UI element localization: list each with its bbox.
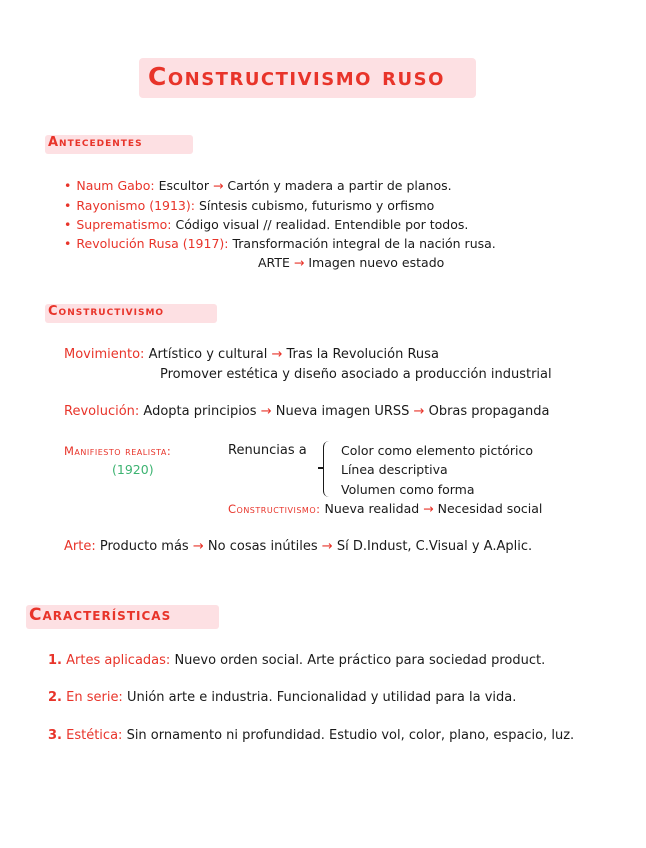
- item-text: Sí D.Indust, C.Visual y A.Aplic.: [336, 539, 533, 554]
- arrow-icon: →: [192, 539, 204, 554]
- item-label: Naum Gabo:: [76, 178, 155, 193]
- item-text: No cosas inútiles: [207, 539, 318, 554]
- arrow-icon: →: [413, 404, 425, 419]
- item-label: Constructivismo:: [228, 502, 321, 516]
- arte-line: [64, 539, 532, 554]
- section-heading-antecedentes: Antecedentes: [48, 135, 143, 150]
- item-label: Suprematismo:: [76, 217, 172, 232]
- list-item: Línea descriptiva: [341, 462, 448, 477]
- list-item: [64, 178, 452, 193]
- movimiento-line: [64, 347, 439, 362]
- item-text: Tras la Revolución Rusa: [286, 347, 439, 362]
- list-item: [48, 653, 545, 668]
- constructivismo-line: [228, 501, 542, 516]
- list-item: [64, 217, 468, 232]
- item-text: Cartón y madera a partir de planos.: [227, 178, 452, 193]
- item-text: Imagen nuevo estado: [308, 255, 445, 270]
- revolucion-line: [64, 404, 549, 419]
- item-text: Producto más: [99, 539, 189, 554]
- bullet: [64, 236, 76, 251]
- renuncias-label: Renuncias a: [228, 443, 307, 458]
- movimiento-line-2: Promover estética y diseño asociado a producción industrial: [160, 367, 552, 382]
- item-text: Nueva imagen URSS: [275, 404, 410, 419]
- item-label: Rayonismo (1913):: [76, 198, 195, 213]
- brace-icon: [323, 441, 334, 497]
- arrow-icon: →: [293, 255, 305, 270]
- item-text: Síntesis cubismo, futurismo y orfismo: [198, 198, 435, 213]
- list-item: [48, 728, 574, 743]
- arrow-icon: →: [260, 404, 272, 419]
- bullet: [64, 198, 76, 213]
- manifiesto-year: (1920): [112, 462, 154, 477]
- item-label: Arte:: [64, 539, 96, 554]
- item-number: 3.: [48, 728, 62, 743]
- item-label: Movimiento:: [64, 347, 145, 362]
- list-item: [64, 198, 434, 213]
- arte-imagen-line: [258, 255, 444, 270]
- item-label: Estética:: [66, 728, 123, 743]
- arrow-icon: →: [271, 347, 283, 362]
- page-title: Constructivismo ruso: [148, 62, 445, 91]
- list-item: Volumen como forma: [341, 482, 475, 497]
- list-item: [64, 236, 496, 251]
- item-text: Nueva realidad: [324, 501, 420, 516]
- item-text: Artístico y cultural: [148, 347, 268, 362]
- manifiesto-label: Manifiesto realista:: [64, 444, 172, 458]
- list-item: Color como elemento pictórico: [341, 443, 534, 458]
- item-label: En serie:: [66, 690, 123, 705]
- arrow-icon: →: [212, 178, 224, 193]
- section-heading-constructivismo: Constructivismo: [48, 304, 165, 319]
- item-text: Sin ornamento ni profundidad. Estudio vol, color, plano, espacio, luz.: [126, 728, 575, 743]
- item-text: Código visual // realidad. Entendible por todos.: [175, 217, 469, 232]
- item-label: Artes aplicadas:: [66, 653, 171, 668]
- arrow-icon: →: [423, 501, 434, 516]
- item-text: Unión arte e industria. Funcionalidad y utilidad para la vida.: [126, 690, 517, 705]
- item-text: Necesidad social: [437, 501, 543, 516]
- item-text: Obras propaganda: [428, 404, 550, 419]
- item-text: Adopta principios: [143, 404, 257, 419]
- bullet: [64, 178, 76, 193]
- item-text: Transformación integral de la nación rusa.: [232, 236, 496, 251]
- item-text: Escultor: [158, 178, 209, 193]
- bullet: [64, 217, 76, 232]
- item-label: Revolución:: [64, 404, 140, 419]
- list-item: [48, 690, 516, 705]
- item-text: Nuevo orden social. Arte práctico para sociedad product.: [174, 653, 546, 668]
- item-text: ARTE: [258, 255, 290, 270]
- item-label: Revolución Rusa (1917):: [76, 236, 229, 251]
- item-number: 1.: [48, 653, 62, 668]
- section-heading-caracteristicas: Características: [29, 605, 172, 625]
- arrow-icon: →: [321, 539, 333, 554]
- item-number: 2.: [48, 690, 62, 705]
